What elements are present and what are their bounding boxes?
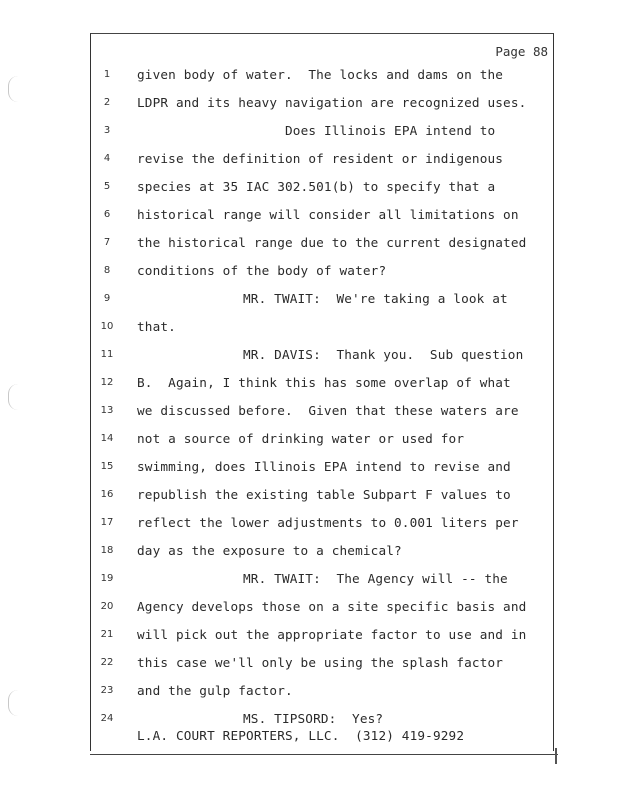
line-text: not a source of drinking water or used for bbox=[137, 431, 465, 446]
line-number: 23 bbox=[100, 685, 114, 696]
page-number: Page 88 bbox=[495, 44, 548, 59]
line-text: day as the exposure to a chemical? bbox=[137, 543, 402, 558]
line-number: 15 bbox=[100, 461, 114, 472]
transcript-line bbox=[0, 232, 618, 260]
line-number: 1 bbox=[103, 69, 111, 80]
line-text: Does Illinois EPA intend to bbox=[285, 123, 496, 138]
line-text: that. bbox=[137, 319, 176, 334]
transcript-line bbox=[0, 400, 618, 428]
line-text: species at 35 IAC 302.501(b) to specify that a bbox=[137, 179, 496, 194]
transcript-line bbox=[0, 652, 618, 680]
line-number: 13 bbox=[100, 405, 114, 416]
line-number: 6 bbox=[103, 209, 111, 220]
page-bottom-rule bbox=[90, 754, 558, 755]
line-text: Agency develops those on a site specific basis and bbox=[137, 599, 527, 614]
transcript-line bbox=[0, 288, 618, 316]
line-text: historical range will consider all limitations on bbox=[137, 207, 519, 222]
line-number: 19 bbox=[100, 573, 114, 584]
line-number: 2 bbox=[103, 97, 111, 108]
line-number: 4 bbox=[103, 153, 111, 164]
line-number: 14 bbox=[100, 433, 114, 444]
line-text: MR. DAVIS: Thank you. Sub question bbox=[243, 347, 524, 362]
line-text: MR. TWAIT: We're taking a look at bbox=[243, 291, 508, 306]
line-text: the historical range due to the current designated bbox=[137, 235, 527, 250]
line-number: 20 bbox=[100, 601, 114, 612]
line-number: 24 bbox=[100, 713, 114, 724]
line-number: 5 bbox=[103, 181, 111, 192]
line-number: 21 bbox=[100, 629, 114, 640]
transcript-line bbox=[0, 120, 618, 148]
line-text: republish the existing table Subpart F values to bbox=[137, 487, 511, 502]
transcript-line bbox=[0, 148, 618, 176]
line-text: revise the definition of resident or indigenous bbox=[137, 151, 504, 166]
line-number: 22 bbox=[100, 657, 114, 668]
line-text: this case we'll only be using the splash factor bbox=[137, 655, 504, 670]
transcript-line bbox=[0, 204, 618, 232]
line-number: 17 bbox=[100, 517, 114, 528]
line-text: we discussed before. Given that these waters are bbox=[137, 403, 519, 418]
transcript-line bbox=[0, 680, 618, 708]
transcript-line bbox=[0, 92, 618, 120]
line-number: 8 bbox=[103, 265, 111, 276]
transcript-line bbox=[0, 512, 618, 540]
transcript-line bbox=[0, 428, 618, 456]
page-bottom-tick bbox=[555, 748, 557, 764]
line-number: 16 bbox=[100, 489, 114, 500]
line-text: MS. TIPSORD: Yes? bbox=[243, 711, 384, 726]
transcript-line bbox=[0, 596, 618, 624]
line-text: swimming, does Illinois EPA intend to revise and bbox=[137, 459, 511, 474]
line-text: given body of water. The locks and dams on the bbox=[137, 67, 504, 82]
transcript-line bbox=[0, 568, 618, 596]
transcript-line bbox=[0, 484, 618, 512]
transcript-line bbox=[0, 64, 618, 92]
transcript-line bbox=[0, 540, 618, 568]
line-text: LDPR and its heavy navigation are recognized uses. bbox=[137, 95, 527, 110]
line-number: 7 bbox=[103, 237, 111, 248]
line-text: MR. TWAIT: The Agency will -- the bbox=[243, 571, 508, 586]
line-number: 3 bbox=[103, 125, 111, 136]
court-reporter-footer: L.A. COURT REPORTERS, LLC. (312) 419-9292 bbox=[137, 728, 465, 743]
line-text: will pick out the appropriate factor to use and in bbox=[137, 627, 527, 642]
line-number: 12 bbox=[100, 377, 114, 388]
line-text: reflect the lower adjustments to 0.001 liters per bbox=[137, 515, 519, 530]
line-text: conditions of the body of water? bbox=[137, 263, 387, 278]
line-number: 11 bbox=[100, 349, 114, 360]
transcript-line bbox=[0, 624, 618, 652]
transcript-line bbox=[0, 372, 618, 400]
transcript-line bbox=[0, 456, 618, 484]
transcript-line bbox=[0, 176, 618, 204]
line-number: 10 bbox=[100, 321, 114, 332]
line-number: 9 bbox=[103, 293, 111, 304]
transcript-line bbox=[0, 344, 618, 372]
line-number: 18 bbox=[100, 545, 114, 556]
line-text: B. Again, I think this has some overlap of what bbox=[137, 375, 511, 390]
transcript-line bbox=[0, 316, 618, 344]
line-text: and the gulp factor. bbox=[137, 683, 293, 698]
transcript-line bbox=[0, 260, 618, 288]
